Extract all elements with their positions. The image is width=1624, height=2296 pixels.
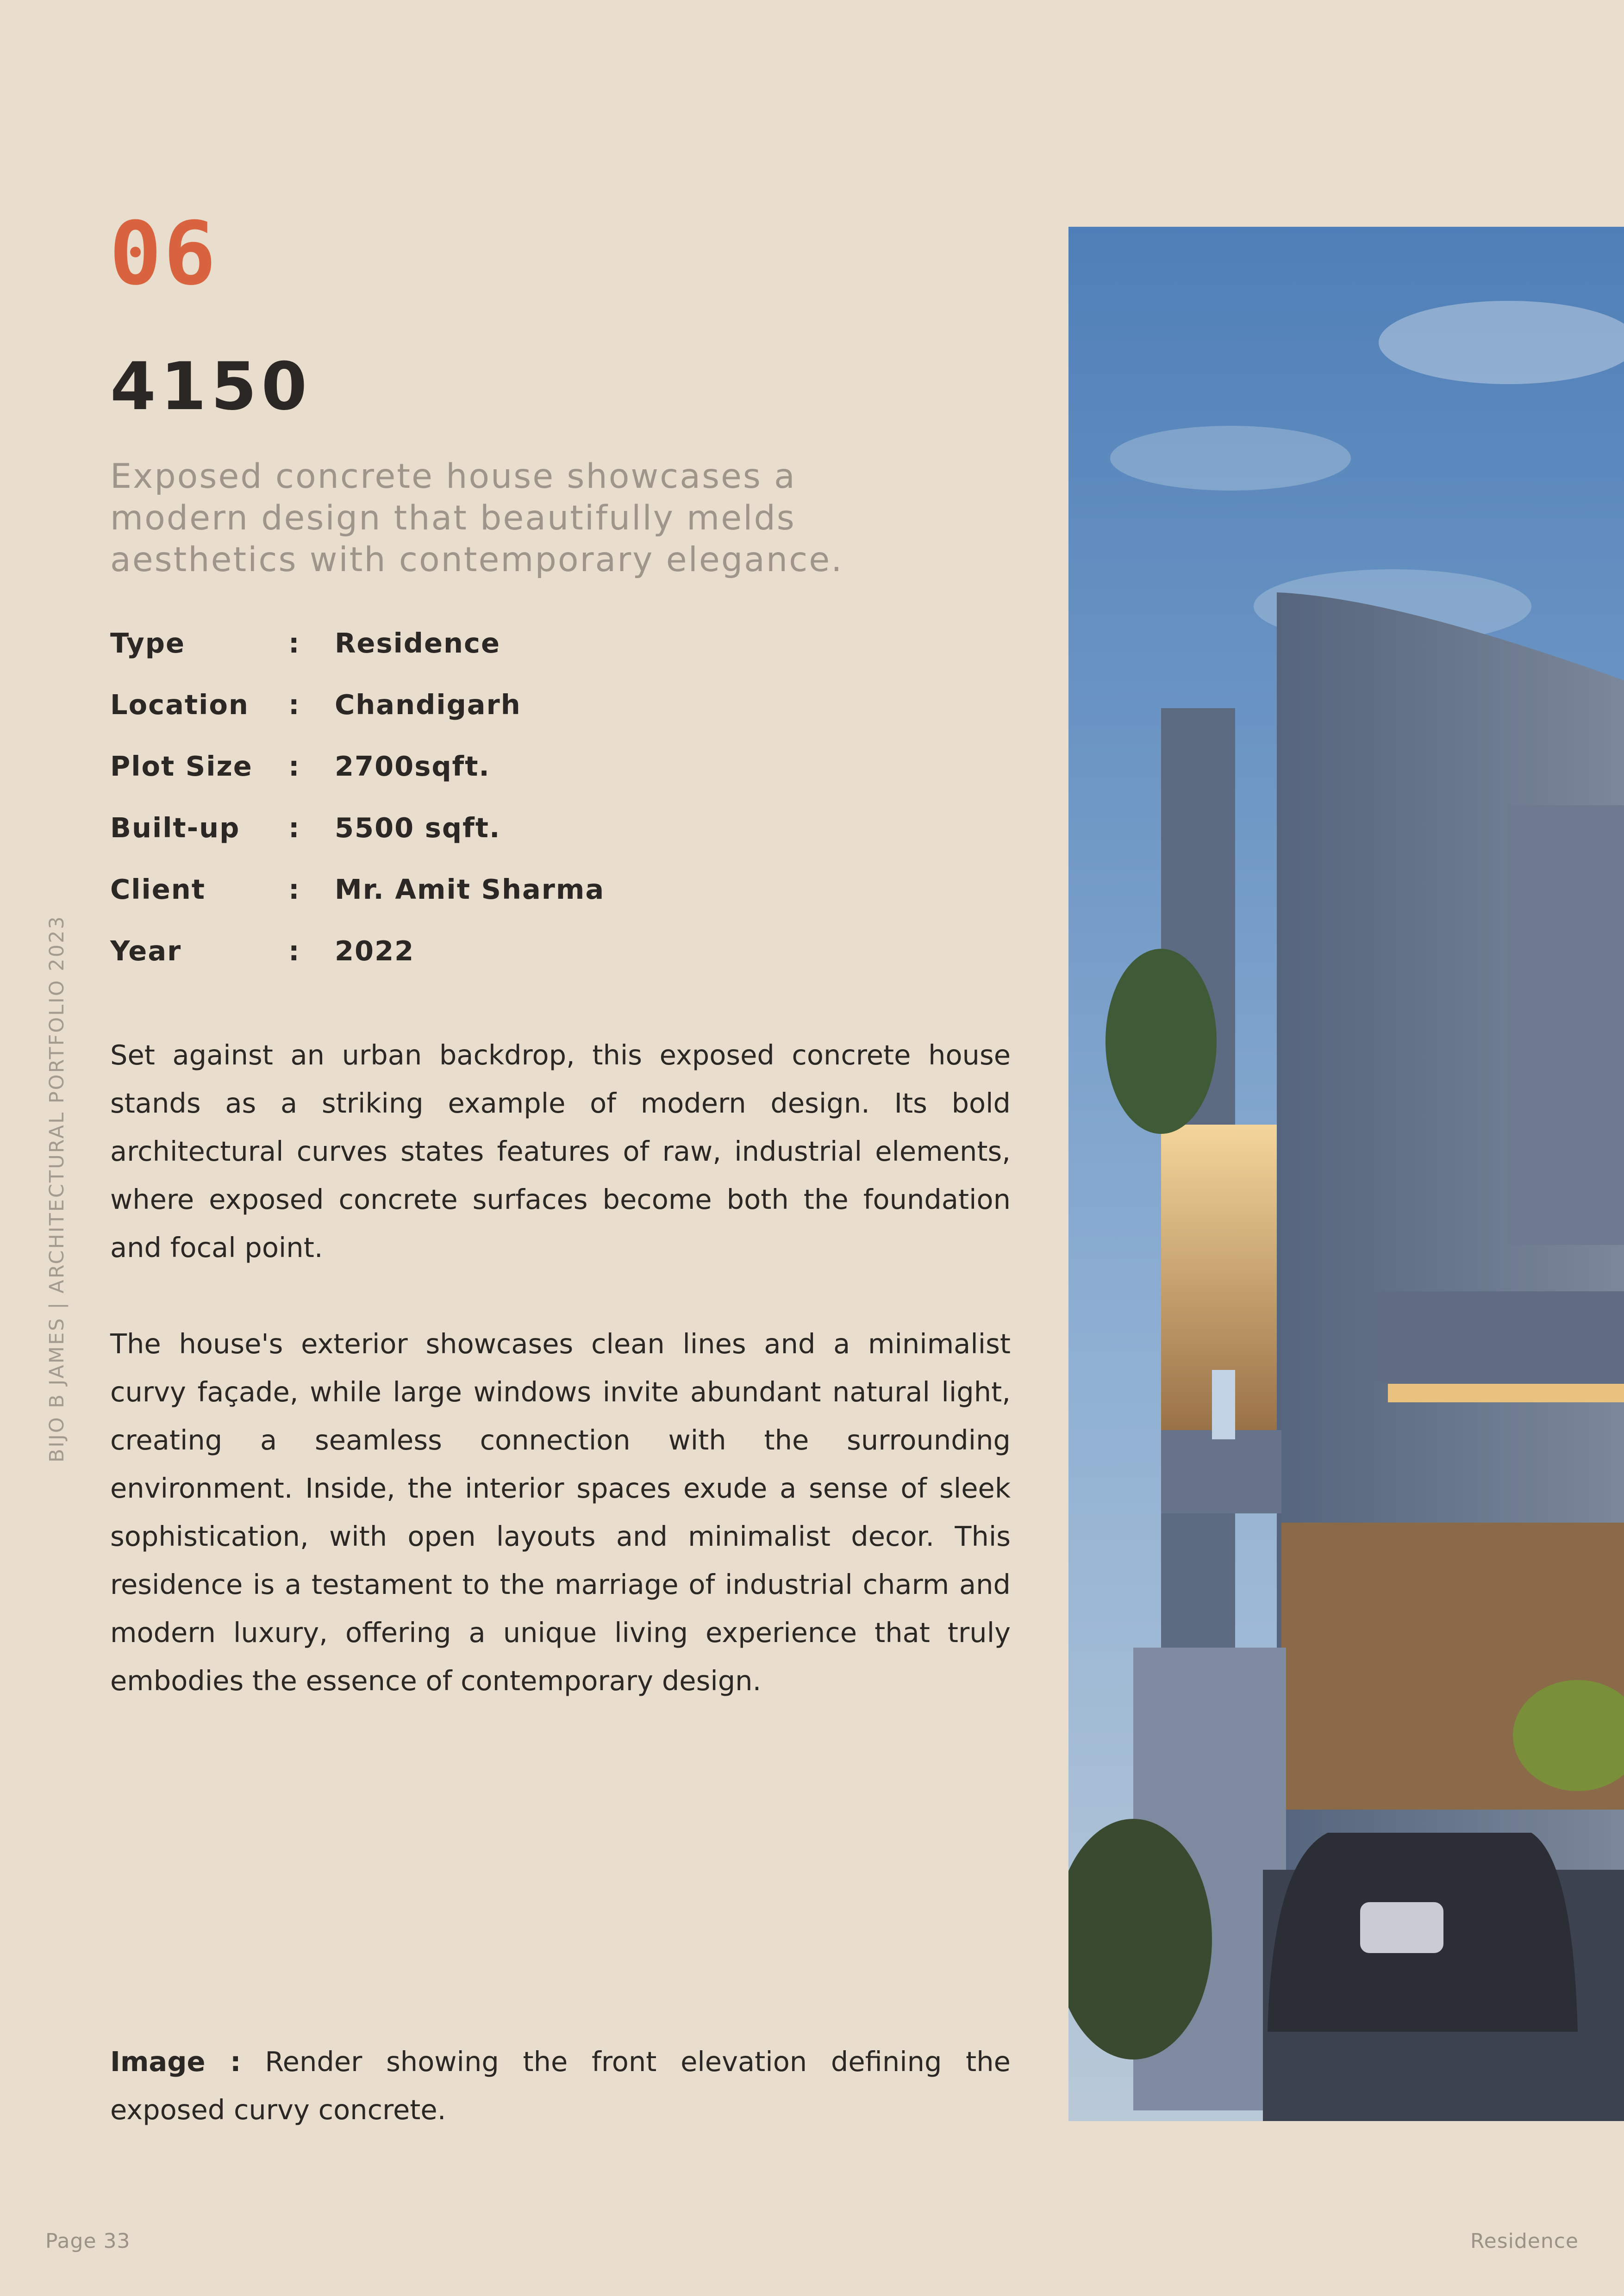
- spec-value: 2700sqft.: [335, 750, 490, 782]
- tree: [1106, 949, 1217, 1134]
- caption-label: Image :: [110, 2046, 241, 2078]
- caption-text: Render showing the front elevation defining the exposed curvy concrete.: [110, 2046, 1011, 2126]
- house-render-image: [1068, 227, 1624, 2121]
- spec-colon: :: [288, 935, 300, 967]
- spec-row-location: [110, 689, 605, 750]
- spec-label: Client: [110, 873, 206, 905]
- spec-row-type: [110, 627, 605, 689]
- spec-label: Location: [110, 689, 249, 721]
- spec-value: Chandigarh: [335, 689, 521, 721]
- spec-label: Plot Size: [110, 750, 253, 782]
- spec-label: Type: [110, 627, 185, 659]
- car-grille: [1360, 1902, 1443, 1953]
- spec-colon: :: [288, 627, 300, 659]
- spec-colon: :: [288, 689, 300, 721]
- spec-value: 2022: [335, 935, 415, 967]
- balcony-slab: [1374, 1291, 1624, 1384]
- spec-row-plot-size: [110, 750, 605, 812]
- portfolio-side-label: BIJO B JAMES | ARCHITECTURAL PORTFOLIO 2023: [45, 915, 69, 1462]
- cloud: [1110, 426, 1351, 491]
- project-subtitle: Exposed concrete house showcases a modern design that beautifully melds aesthetics with contemporary elegance.: [110, 457, 843, 579]
- spec-label: Built-up: [110, 812, 240, 844]
- spec-colon: :: [288, 873, 300, 905]
- description-paragraph-1: Set against an urban backdrop, this exposed concrete house stands as a striking example of modern design. Its bold architectural curves states features of raw, industrial elements, where exposed concrete surfaces become both the foundation and focal point.: [110, 1039, 1011, 1263]
- spec-label: Year: [110, 935, 182, 967]
- person-figure: [1212, 1370, 1235, 1439]
- spec-colon: :: [288, 750, 300, 782]
- spec-colon: :: [288, 812, 300, 844]
- spec-value: Residence: [335, 627, 501, 659]
- house-render-illustration: [1068, 227, 1624, 2121]
- project-specs: [110, 627, 605, 996]
- spec-value: Mr. Amit Sharma: [335, 873, 605, 905]
- spec-row-year: [110, 935, 605, 996]
- balcony-light: [1388, 1384, 1624, 1402]
- upper-facade: [1508, 805, 1624, 1245]
- project-title: 4150: [110, 348, 312, 425]
- page-number: Page 33: [45, 2229, 131, 2253]
- image-caption: [110, 2038, 1011, 2134]
- spec-value: 5500 sqft.: [335, 812, 501, 844]
- description-paragraph-2: The house's exterior showcases clean lines and a minimalist curvy façade, while large windows invite abundant natural light, creating a seamless connection with the surrounding environment. Inside, the interior spaces exude a sense of sleek sophistication, with open layouts and minimalist decor. This residence is a testament to the marriage of industrial charm and modern luxury, offering a unique living experience that truly embodies the essence of contemporary design.: [110, 1328, 1011, 1697]
- spec-row-client: [110, 873, 605, 935]
- section-label: Residence: [1470, 2229, 1579, 2253]
- balcony-parapet: [1161, 1430, 1281, 1513]
- project-number: 06: [109, 203, 218, 305]
- spec-row-built-up: [110, 812, 605, 873]
